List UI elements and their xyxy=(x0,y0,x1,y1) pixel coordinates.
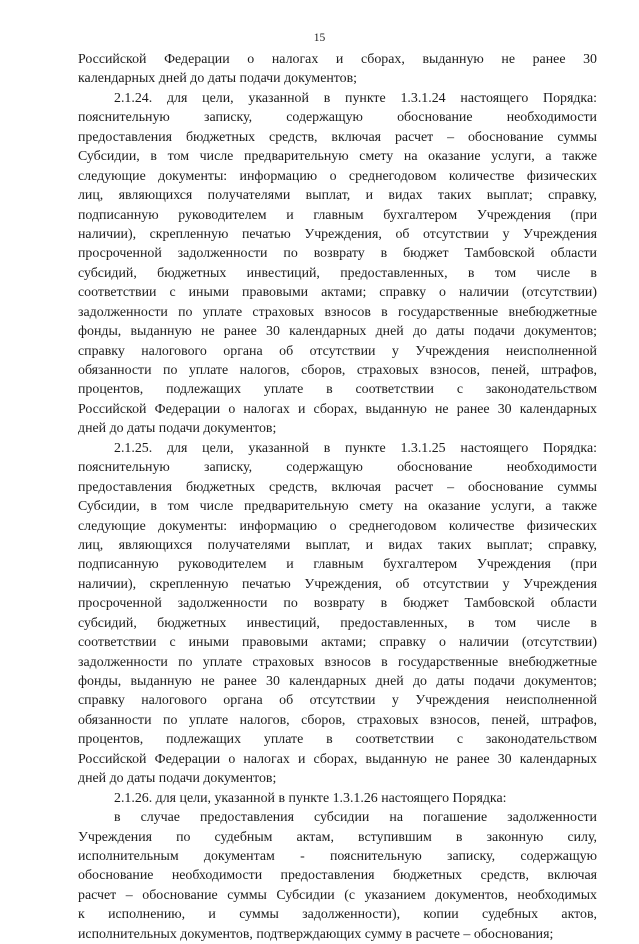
paragraph xyxy=(78,50,597,89)
text-line: к исполнению, и суммы задолженности), копии судебных актов, xyxy=(78,907,597,923)
text-line: календарных дней до даты подачи документов; xyxy=(78,71,358,87)
text-line: Субсидии, в том числе предварительную смету на оказание услуги, а также xyxy=(78,149,597,165)
text-line: предоставления бюджетных средств, включая расчет – обоснование суммы xyxy=(78,479,597,495)
text-line: исполнительным документам - пояснительную записку, содержащую xyxy=(78,848,597,864)
text-line: соответствии с иными правовыми актами; справку о наличии (отсутствии) xyxy=(78,285,597,301)
text-line: фонды, выданную не ранее 30 календарных дней до даты подачи документов; xyxy=(78,324,597,340)
text-line: Российской Федерации о налогах и сборах, выданную не ранее 30 календарных xyxy=(78,751,597,767)
text-line: лиц, являющихся получателями выплат, и видах таких выплат; справку, xyxy=(78,537,597,553)
text-line: Российской Федерации о налогах и сборах, выданную не ранее 30 xyxy=(78,52,597,67)
paragraph-heading-line: 2.1.26. для цели, указанной в пункте 1.3.1.26 настоящего Порядка: xyxy=(114,790,507,806)
text-line: следующие документы: информацию о среднегодовом количестве физических xyxy=(78,168,597,184)
text-line: справку налогового органа об отсутствии у Учреждения неисполненной xyxy=(78,693,597,709)
text-line: дней до даты подачи документов; xyxy=(78,771,277,787)
text-line: фонды, выданную не ранее 30 календарных дней до даты подачи документов; xyxy=(78,674,597,689)
text-line: дней до даты подачи документов; xyxy=(78,421,277,437)
text-line: соответствии с иными правовыми актами; справку о наличии (отсутствии) xyxy=(78,635,597,651)
text-line: процентов, подлежащих уплате в соответствии с законодательством xyxy=(78,382,597,398)
paragraph-2-1-26 xyxy=(78,789,597,808)
text-line: задолженности по уплате страховых взносов в государственные внебюджетные xyxy=(78,304,597,320)
text-line: подписанную руководителем и главным бухгалтером Учреждения (при xyxy=(78,557,597,573)
text-line: просроченной задолженности по возврату в бюджет Тамбовской области xyxy=(78,596,597,612)
text-line: расчет – обоснование суммы Субсидии (с указанием документов, необходимых xyxy=(78,887,597,903)
document-body xyxy=(78,50,597,944)
text-line: задолженности по уплате страховых взносов в государственные внебюджетные xyxy=(78,654,597,670)
text-line: наличии), скрепленную печатью Учреждения, об отсутствии у Учреждения xyxy=(78,226,597,242)
paragraph-heading-line: 2.1.25. для цели, указанной в пункте 1.3.1.25 настоящего Порядка: xyxy=(114,440,597,456)
text-line: пояснительную записку, содержащую обоснование необходимости xyxy=(78,110,597,126)
text-line: подписанную руководителем и главным бухгалтером Учреждения (при xyxy=(78,207,597,223)
text-line: исполнительных документов, подтверждающих сумму в расчете – обоснования; xyxy=(78,926,554,942)
text-line: процентов, подлежащих уплате в соответствии с законодательством xyxy=(78,732,597,748)
text-line: Субсидии, в том числе предварительную смету на оказание услуги, а также xyxy=(78,499,597,515)
text-line: пояснительную записку, содержащую обоснование необходимости xyxy=(78,460,597,476)
text-line: обоснование необходимости предоставления бюджетных средств, включая xyxy=(78,868,597,884)
paragraph-heading-line: 2.1.24. для цели, указанной в пункте 1.3.1.24 настоящего Порядка: xyxy=(114,90,597,106)
text-line: справку налогового органа об отсутствии у Учреждения неисполненной xyxy=(78,343,597,359)
text-line: Учреждения по судебным актам, вступившим в законную силу, xyxy=(78,829,597,845)
text-line: субсидий, бюджетных инвестиций, предоставленных, в том числе в xyxy=(78,615,597,631)
paragraph-2-1-25 xyxy=(78,439,597,789)
text-line: в случае предоставления субсидии на погашение задолженности xyxy=(114,810,597,826)
paragraph-2-1-24 xyxy=(78,89,597,439)
text-line: обязанности по уплате налогов, сборов, страховых взносов, пеней, штрафов, xyxy=(78,712,597,728)
text-line: следующие документы: информацию о среднегодовом количестве физических xyxy=(78,518,597,534)
text-line: предоставления бюджетных средств, включая расчет – обоснование суммы xyxy=(78,129,597,145)
paragraph-2-1-26-body xyxy=(78,808,597,944)
text-line: субсидий, бюджетных инвестиций, предоставленных, в том числе в xyxy=(78,265,597,281)
page-number: 15 xyxy=(313,32,326,44)
text-line: обязанности по уплате налогов, сборов, страховых взносов, пеней, штрафов, xyxy=(78,363,597,378)
text-line: наличии), скрепленную печатью Учреждения, об отсутствии у Учреждения xyxy=(78,576,597,592)
text-line: лиц, являющихся получателями выплат, и видах таких выплат; справку, xyxy=(78,188,597,204)
text-line: просроченной задолженности по возврату в бюджет Тамбовской области xyxy=(78,246,597,262)
text-line: Российской Федерации о налогах и сборах, выданную не ранее 30 календарных xyxy=(78,401,597,417)
